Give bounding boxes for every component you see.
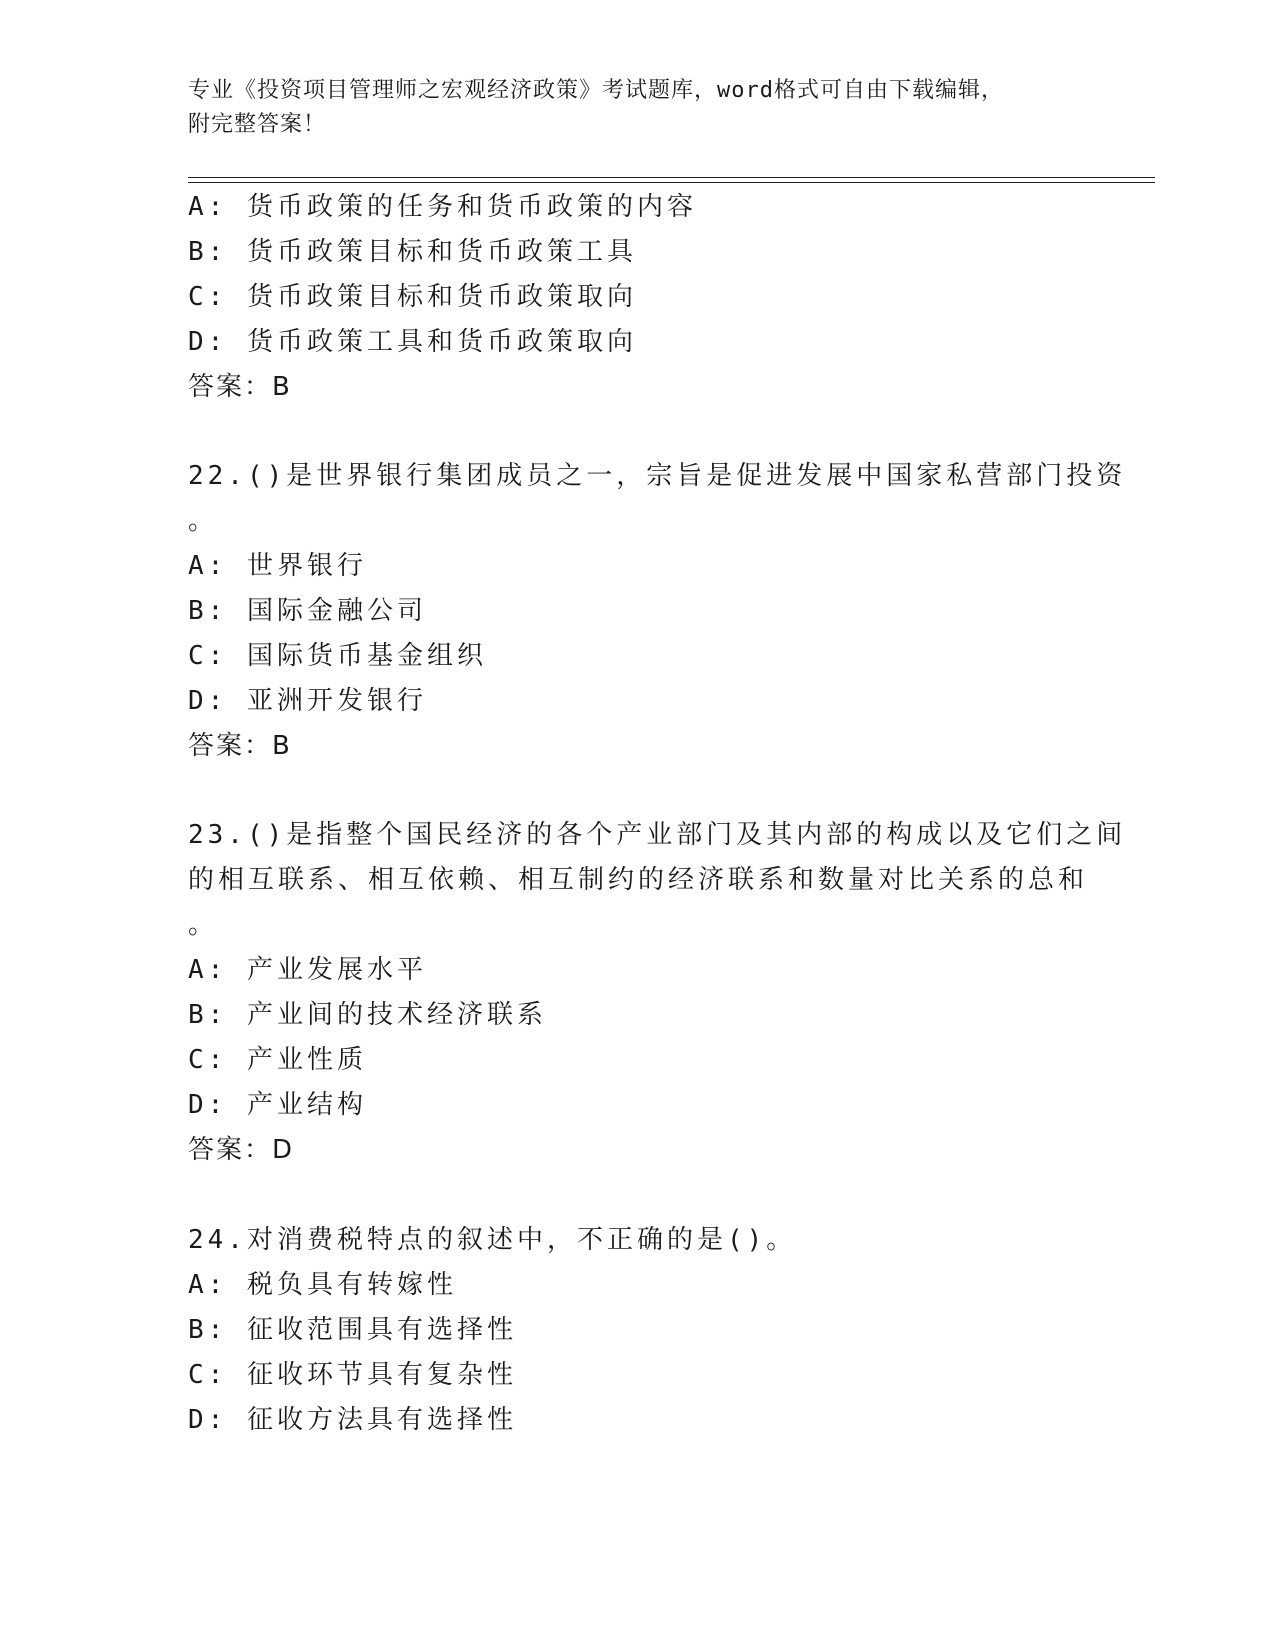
option-a: A: 产业发展水平 xyxy=(188,955,427,985)
answer-label: 答案：B xyxy=(188,731,292,761)
option-d: D: 亚洲开发银行 xyxy=(188,686,427,716)
document-header xyxy=(188,74,1088,142)
answer-label: 答案：D xyxy=(188,1135,295,1165)
option-b: B: 国际金融公司 xyxy=(188,596,427,626)
question-stem-line: 24.对消费税特点的叙述中，不正确的是()。 xyxy=(188,1225,797,1255)
option-c: C: 征收环节具有复杂性 xyxy=(188,1360,517,1390)
option-a: A: 世界银行 xyxy=(188,551,367,581)
header-line-1: 专业《投资项目管理师之宏观经济政策》考试题库，word格式可自由下载编辑， xyxy=(188,78,1004,103)
option-b: B: 产业间的技术经济联系 xyxy=(188,1000,547,1030)
option-a: A: 货币政策的任务和货币政策的内容 xyxy=(188,192,697,222)
option-b: B: 货币政策目标和货币政策工具 xyxy=(188,237,637,267)
question-stem-line: 23.()是指整个国民经济的各个产业部门及其内部的构成以及它们之间 xyxy=(188,820,1127,850)
option-c: C: 产业性质 xyxy=(188,1045,367,1075)
question-stem-line: 的相互联系、相互依赖、相互制约的经济联系和数量对比关系的总和 xyxy=(188,865,1089,895)
option-c: C: 国际货币基金组织 xyxy=(188,641,487,671)
option-d: D: 货币政策工具和货币政策取向 xyxy=(188,327,637,357)
option-d: D: 征收方法具有选择性 xyxy=(188,1405,517,1435)
header-divider-bottom xyxy=(188,182,1155,183)
question-stem-line: 22.()是世界银行集团成员之一，宗旨是促进发展中国家私营部门投资 xyxy=(188,461,1127,491)
header-line-2: 附完整答案！ xyxy=(188,112,327,137)
question-stem-line: 。 xyxy=(188,506,219,536)
answer-label: 答案：B xyxy=(188,372,292,402)
question-stem-line: 。 xyxy=(188,910,219,940)
option-c: C: 货币政策目标和货币政策取向 xyxy=(188,282,637,312)
option-b: B: 征收范围具有选择性 xyxy=(188,1315,517,1345)
option-a: A: 税负具有转嫁性 xyxy=(188,1270,457,1300)
option-d: D: 产业结构 xyxy=(188,1090,367,1120)
header-divider-top xyxy=(188,177,1155,178)
